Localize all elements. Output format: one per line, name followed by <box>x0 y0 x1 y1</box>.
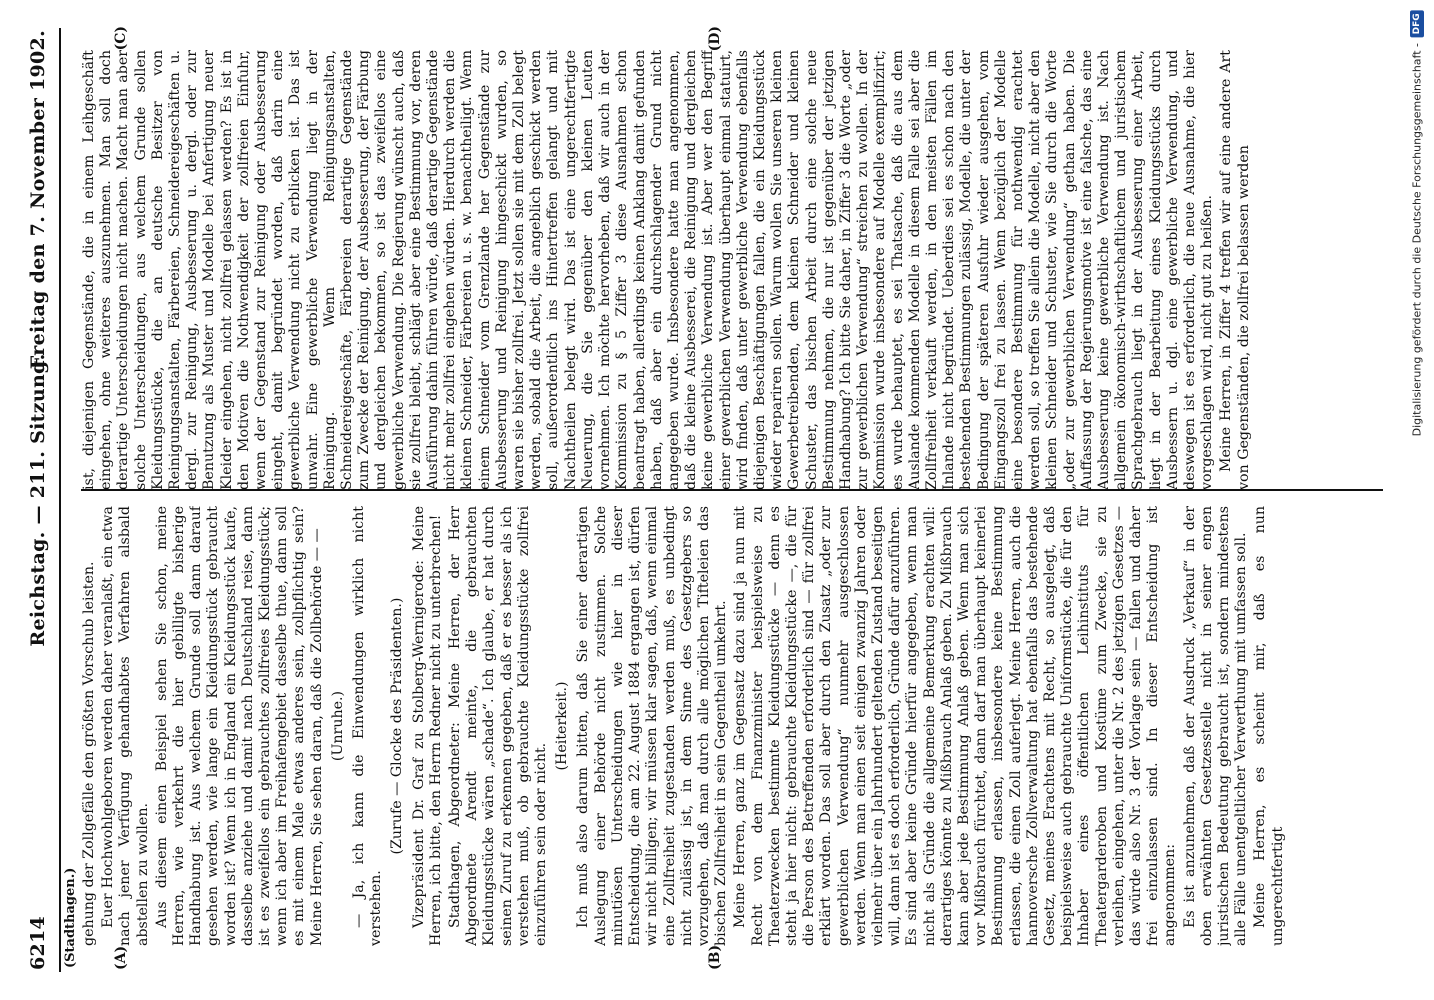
paragraph: Euer Hochwohlgeboren werden daher veranlaßt, ein etwa nach jener Verfügung gehandhabtes Verfahren alsbald abstellen zu wollen. <box>100 506 151 946</box>
digitization-credit <box>1402 10 1432 990</box>
paragraph: Ich muß also darum bitten, daß Sie einer derartigen Auslegung einer Behörde nicht zustimmen. Solche minutiösen Unterscheidungen wie hier in dieser Entscheidung, die am 22. August 1884 ergangen ist, dürfen wir nicht billigen; wir müssen klar sagen, daß, wenn einmal eine Zollfreiheit zugestanden werden muß, es unbedingt nicht zulässig ist, in dem Sinne des Gesetzgebers so vorzugehen, daß man durch alle möglichen Tifteleien das bischen Zollfreiheit in sein Gegentheil umkehrt. <box>575 506 730 946</box>
paragraph: Meine Herren, es scheint mir, daß es nun ungerechtfertigt <box>1252 506 1286 946</box>
paragraph: Meine Herren, ganz im Gegensatz dazu sind ja nun mit Recht von dem Finanzminister beispielsweise zu Theaterzwecken bestimmte Kleidungsstücke — denn es steht ja hier nicht: gebrauchte Kleidungsstücke —, die für die Person des Betreffenden erforderlich sind — für zollfrei erklärt worden. Das soll aber durch den Zusatz „oder zur gewerblichen Verwendung“ nunmehr ausgeschlossen werden. Wenn man einen seit einigen zwanzig Jahren oder vielmehr über ein Jahrhundert geltenden Zustand beseitigen will, dann ist es doch erforderlich, Gründe dafür anzuführen. Es sind aber keine Gründe hierfür angegeben, wenn man nicht als Gründe die allgemeine Bemerkung erachten will: derartiges könnte zu Mißbrauch Anlaß geben. Zu Mißbrauch kann aber jede Bestimmung Anlaß geben. Wenn man sich vor Mißbrauch fürchtet, dann darf man überhaupt keinerlei Bestimmung erlassen, insbesondere keine Bestimmung erlassen, die einen Zoll auferlegt. Meine Herren, auch die hannoversche Zollverwaltung hat ebenfalls das bestehende Gesetz, meines Erachtens mit Recht, so ausgelegt, daß beispielsweise auch gebrauchte Uniformstücke, die für den Inhaber eines öffentlichen Leihinstituts für Theatergarderoben und Kostüme zum Zwecke, sie zu verleihen, eingehen, unter die Nr. 2 des jetzigen Gesetzes — das würde also Nr. 3 der Vorlage sein — fallen und daher frei einzulassen sind. In dieser Entscheidung ist angenommen: <box>732 506 1179 946</box>
document-page <box>17 20 1397 980</box>
credit-text: Digitalisierung gefördert durch die Deutsche Forschungsgemeinschaft - <box>1410 43 1424 437</box>
interjection: (Heiterkeit.) <box>554 681 571 771</box>
paragraph: Aus diesem einen Beispiel sehen Sie schon, meine Herren, wie verkehrt die hier gebilligte bisherige Handhabung ist. Aus welchem Grunde soll dann darauf gesehen werden, wie lange ein Kleidungsstück gebraucht worden ist? Wenn ich in England ein Kleidungsstück kaufe, dasselbe anziehe und damit nach Deutschland reise, dann ist es zweifellos ein gebrauchtes zollfreies Kleidungsstück; wenn ich aber im Freihafengebiet dasselbe thue, dann soll es mit einem Male etwas anderes sein, zollpflichtig sein? Meine Herren, Sie sehen daran, daß die Zollbehörde — — <box>153 506 325 946</box>
paragraph: Vizepräsident Dr. Graf zu Stolberg-Wernigerode: Meine Herren, ich bitte, den Herrn Redner nicht zu unterbrechen! <box>410 506 444 946</box>
running-title: Reichstag. — 211. Sitzung. <box>27 353 49 647</box>
quotation: Es ist anzunehmen, daß der Ausdruck „Verkauf“ in der oben erwähnten Gesetzesstelle nicht in seiner engen juristischen Bedeutung gebraucht ist, sondern mindestens alle Fälle unentgeltlicher Verwerthung mit umfassen soll. <box>1181 506 1250 946</box>
margin-marker-a: (A) <box>113 945 129 970</box>
header-rule <box>59 28 61 972</box>
page-number: 6214 <box>27 915 49 970</box>
paragraph: Meine Herren, in Ziffer 4 treffen wir auf eine andere Art von Gegenständen, die zollfrei belassen werden <box>1218 50 1252 490</box>
interjection: (Unruhe.) <box>329 690 346 762</box>
paragraph: Stadthagen, Abgeordneter: Meine Herren, der Herr Abgeordnete Arendt meinte, die gebrauchten Kleidungsstücke wären „schade“. Ich glaube, er hat durch seinen Zuruf zu erkennen gegeben, daß er es besser als ich verstehen muß, ob gebrauchte Kleidungsstücke zollfrei einzuführen sein oder nicht. <box>447 506 550 946</box>
margin-marker-b: (B) <box>707 944 723 970</box>
interjection: (Zurufe — Glocke des Präsidenten.) <box>389 597 406 855</box>
left-column <box>81 506 1383 946</box>
margin-marker-c: (C) <box>113 26 129 51</box>
right-column <box>81 50 1383 490</box>
margin-marker-d: (D) <box>707 26 723 52</box>
speaker-tag: (Stadthagen.) <box>63 867 78 968</box>
dfg-logo: DFG <box>1410 10 1424 37</box>
session-date: Freitag den 7. November 1902. <box>27 30 49 370</box>
paragraph: — Ja, ich kann die Einwendungen wirklich nicht verstehen. <box>351 506 385 946</box>
paragraph: gehung der Zollgefälle den größten Vorschub leisten. <box>81 561 97 946</box>
paragraph: ist, diejenigen Gegenstände, die in einem Leihgeschäft eingehen, ohne weiteres auszunehmen. Man soll doch derartige Unterscheidungen nicht machen. Macht man aber solche Unterscheidungen, aus welchem Grunde sollen Kleidungsstücke, die an deutsche Besitzer von Reinigungsanstalten, Färbereien, Schneidereigeschäften u. dergl. zur Reinigung, Ausbesserung u. dergl. oder zur Benutzung als Muster und Modelle bei Anfertigung neuer Kleider eingehen, nicht zollfrei gelassen werden? Es ist in den Motiven die Nothwendigkeit der zollfreien Einfuhr, wenn der Gegenstand zur Reinigung oder Ausbesserung eingeht, damit begründet worden, daß darin eine gewerbliche Verwendung nicht zu erblicken ist. Das ist unwahr. Eine gewerbliche Verwendung liegt in der Reinigung. Wenn Reinigungsanstalten, Schneidereigeschäfte, Färbereien derartige Gegenstände zum Zwecke der Reinigung, der Ausbesserung, der Färbung und dergleichen bekommen, so ist das zweifellos eine gewerbliche Verwendung. Die Regierung wünscht auch, daß sie zollfrei bleibt, schlägt aber eine Bestimmung vor, deren Ausführung dahin führen würde, daß derartige Gegenstände nicht mehr zollfrei eingehen würden. Hierdurch werden die kleinen Schneider, Färbereien u. s. w. benachtheiligt. Wenn einem Schneider vom Grenzlande her Gegenstände zur Ausbesserung und Reinigung hingeschickt wurden, so waren sie bisher zollfrei. Jetzt sollen sie mit dem Zoll belegt werden, sobald die Arbeit, die angeblich geschickt werden soll, außerordentlich ins Hintertreffen gelangt und mit Nachtheilen belegt wird. Das ist eine ungerechtfertigte Neuerung, die Sie gegenüber den kleinen Leuten vornehmen. Ich möchte hervorheben, daß wir auch in der Kommission zu § 5 Ziffer 3 diese Ausnahmen schon beantragt haben, allerdings keinen Anklang damit gefunden haben, daß aber ein durchschlagender Grund nicht angegeben wurde. Insbesondere hatte man angenommen, daß die kleine Ausbesserei, die Reinigung und dergleichen keine gewerbliche Verwendung ist. Aber wer den Begriff einer gewerblichen Verwendung überhaupt einmal statuirt, wird finden, daß unter gewerbliche Verwendung ebenfalls diejenigen Beschäftigungen fallen, die ein Kleidungsstück wieder repariren sollen. Warum wollen Sie unseren kleinen Gewerbetreibenden, dem kleinen Schneider und kleinen Schuster, das bischen Arbeit durch eine solche neue Bestimmung nehmen, die nur ist gegenüber der jetzigen Handhabung? Ich bitte Sie daher, in Ziffer 3 die Worte „oder zur gewerblichen Verwendung“ streichen zu wollen. In der Kommission wurde insbesondere auf Modelle exemplifizirt; es wurde behauptet, es sei Thatsache, daß die aus dem Auslande kommenden Modelle in diesem Falle sei aber die Zollfreiheit verkauft werden, in den meisten Fällen im Inlande nicht begründet. Ueberdies sei es schon nach den bestehenden Bestimmungen zulässig, Modelle, die unter der Bedingung der späteren Ausfuhr wieder ausgehen, vom Eingangszoll frei zu lassen. Wenn bezüglich der Modelle eine besondere Bestimmung für nothwendig erachtet werden soll, so treffen Sie allein die Modelle, nicht aber den kleinen Schneider und Schuster, wie Sie durch die Worte „oder zur gewerblichen Verwendung“ gethan haben. Die Auffassung der Regierungsmotive ist eine falsche, das eine Ausbesserung keine gewerbliche Verwendung ist. Nach allgemein ökonomisch-wirthschaftlichem und juristischem Sprachgebrauch liegt in der Ausbesserung einer Arbeit, liegt in der Bearbeitung eines Kleidungsstücks durch Ausbessern u. dgl. eine gewerbliche Verwendung, und deswegen ist es erforderlich, die neue Ausnahme, die hier vorgeschlagen wird, nicht gut zu heißen. <box>81 50 1216 490</box>
page-header <box>27 20 55 980</box>
